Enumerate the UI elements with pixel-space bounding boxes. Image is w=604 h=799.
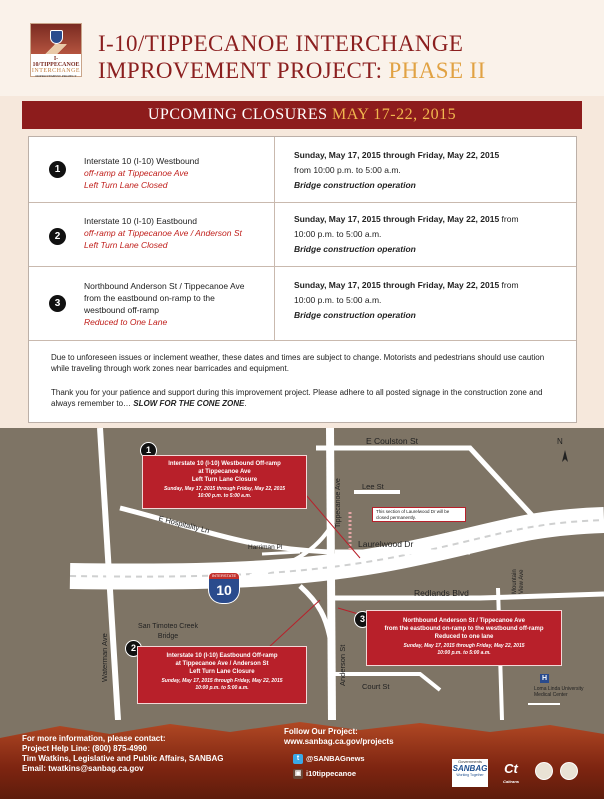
sanbag-logo: Governments SANBAG Working Together <box>452 759 488 787</box>
caltrans-logo: Ct Caltrans <box>502 761 519 784</box>
label-tippecanoe: Tippecanoe Ave <box>335 478 342 528</box>
instagram-link[interactable]: ▣ i10tippecanoe <box>294 769 357 778</box>
closure-schedule: Sunday, May 17, 2015 through Friday, May 22, 2015 from 10:00 p.m. to 5:00 a.m. Bridge construction operation <box>294 214 519 254</box>
closures-banner <box>22 101 582 129</box>
title-line2 <box>98 57 486 84</box>
hospital-icon: H <box>541 675 548 682</box>
closures-table <box>28 136 577 423</box>
map-marker-3: 3 <box>354 611 371 628</box>
contact-email[interactable]: Email: twatkins@sanbag.ca.gov <box>22 764 144 773</box>
cone-zone-slogan: SLOW FOR THE CONE ZONE <box>133 399 245 408</box>
banner-dates: MAY 17-22, 2015 <box>332 106 457 123</box>
label-coulston: E Coulston St <box>366 436 418 446</box>
closure-schedule: Sunday, May 17, 2015 through Friday, May 22, 2015 from 10:00 p.m. to 5:00 a.m. Bridge construction operation <box>294 150 500 190</box>
label-medical-center: Loma Linda University Medical Center <box>534 686 584 698</box>
page-title <box>98 30 486 84</box>
header <box>0 0 604 96</box>
map-callout-1: Interstate 10 (I-10) Westbound Off-ramp at Tippecanoe Ave Left Turn Lane Closure Sunday, May 17, 2015 through Friday, May 22, 2015 10:00 p.m. to 5:00 a.m. <box>142 455 307 509</box>
title-line2-main: IMPROVEMENT PROJECT: <box>98 58 389 83</box>
closure-row-1 <box>29 137 576 203</box>
help-line[interactable]: Project Help Line: (800) 875-4990 <box>22 744 147 753</box>
closure-number: 1 <box>49 161 66 178</box>
banner-label: UPCOMING CLOSURES <box>147 106 333 123</box>
twitter-link[interactable]: t @SANBAGnews <box>293 754 365 764</box>
logo-line1: I-10/TIPPECANOE <box>32 56 80 68</box>
shield-icon <box>50 30 63 44</box>
closure-row-2 <box>29 203 576 267</box>
contact-info <box>22 734 224 774</box>
disclaimer-text: Due to unforeseen issues or inclement weather, these dates and times are subject to change. Motorists and pedestrians should use caution while traveling through work zones near barricades and equipment. <box>51 353 545 373</box>
closure-number: 3 <box>49 295 66 312</box>
follow-section <box>284 727 394 747</box>
closure-location: Northbound Anderson St / Tippecanoe Ave from the eastbound on-ramp to the westbound off-ramp Reduced to One Lane <box>84 281 245 327</box>
label-laurelwood: Laurelwood Dr <box>358 539 414 549</box>
closure-row-3 <box>29 267 576 340</box>
map-marker-1: 1 <box>140 442 157 459</box>
twitter-icon: t <box>293 754 303 764</box>
title-phase: PHASE II <box>388 58 486 83</box>
logo-line3: IMPROVEMENT PROJECT <box>35 74 77 78</box>
label-redlands: Redlands Blvd <box>414 588 469 598</box>
label-san-timoteo: San Timoteo Creek Bridge <box>138 623 198 640</box>
project-logo <box>30 23 82 77</box>
label-waterman: Waterman Ave <box>100 633 109 682</box>
county-seal-icon <box>560 762 578 780</box>
project-url-link[interactable]: www.sanbag.ca.gov/projects <box>284 737 394 746</box>
label-court: Court St <box>362 682 390 691</box>
map-callout-3: Northbound Anderson St / Tippecanoe Ave from the eastbound on-ramp to the westbound off-ramp Reduced to one lane Sunday, May 17, 2015 through Friday, May 22, 2015 10:00 p.m. to 5:00 a.m. <box>366 610 562 666</box>
closure-number: 2 <box>49 228 66 245</box>
label-hospitality: E Hospitality Ln <box>157 513 211 536</box>
closure-location: Interstate 10 (I-10) Eastbound off-ramp at Tippecanoe Ave / Anderson St Left Turn Lane Closed <box>84 216 242 250</box>
map-callout-2: Interstate 10 (I-10) Eastbound Off-ramp at Tippecanoe Ave / Anderson St Left Turn Lane Closure Sunday, May 17, 2015 through Friday, May 22, 2015 10:00 p.m. to 5:00 a.m. <box>137 646 307 704</box>
instagram-icon: ▣ <box>294 770 302 778</box>
thank-you-text: Thank you for your patience and support during this improvement project. Please adhere to all posted signage in the construction zone and always remember to… SLOW FOR THE CONE ZONE. <box>51 388 543 408</box>
north-icon: N <box>557 437 563 446</box>
map-marker-2: 2 <box>125 640 142 657</box>
label-mountain-view: Mountain View Ave <box>512 569 525 594</box>
logo-line2: INTERCHANGE <box>31 68 81 74</box>
label-harriman: Harriman Pl <box>248 544 283 551</box>
closure-map <box>0 428 604 720</box>
follow-label: Follow Our Project: <box>284 727 358 736</box>
contact-heading: For more information, please contact: <box>22 734 166 743</box>
interstate-10-shield: INTERSTATE 10 <box>208 572 240 606</box>
closure-location: Interstate 10 (I-10) Westbound off-ramp at Tippecanoe Ave Left Turn Lane Closed <box>84 156 200 190</box>
label-anderson: Anderson St <box>338 644 347 686</box>
label-lee: Lee St <box>362 482 384 491</box>
title-line1: I-10/TIPPECANOE INTERCHANGE <box>98 31 464 56</box>
footer <box>0 720 604 799</box>
laurelwood-closure-note: This section of Laurelwood Dr will be closed permanently. <box>372 507 466 522</box>
closure-schedule: Sunday, May 17, 2015 through Friday, May 22, 2015 from 10:00 p.m. to 5:00 a.m. Bridge construction operation <box>294 280 519 320</box>
contact-person: Tim Watkins, Legislative and Public Affairs, SANBAG <box>22 754 224 763</box>
city-seal-icon <box>535 762 553 780</box>
